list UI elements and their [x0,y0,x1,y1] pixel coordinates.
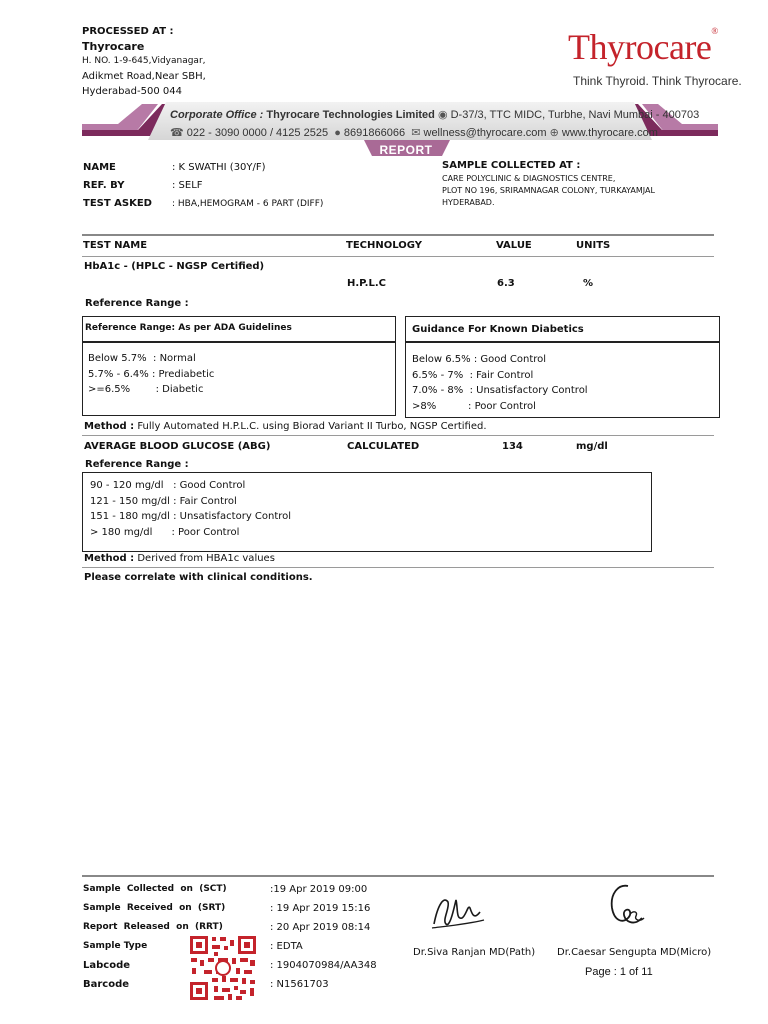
barcode-value: : N1561703 [270,979,329,990]
test-asked-label: TEST ASKED [83,198,152,209]
sample-type-label: Sample Type [83,941,148,951]
header-rule [82,256,714,257]
sample-collected-label: SAMPLE COLLECTED AT : [442,160,581,171]
patient-info [83,159,323,213]
thyrocare-logo [568,26,718,68]
correlate-note: Please correlate with clinical conditions. [84,572,313,583]
method-text: Fully Automated H.P.L.C. using Biorad Variant II Turbo, NGSP Certified. [137,421,487,432]
collection-address-line: PLOT NO 196, SRIRAMNAGAR COLONY, TURKAYAMJAL [442,186,655,195]
abg-range-line: > 180 mg/dl : Poor Control [90,526,240,538]
email-link[interactable]: wellness@thyrocare.com [423,127,547,139]
guidance-line: 7.0% - 8% : Unsatisfactory Control [412,385,588,396]
lab-name: Thyrocare [82,40,145,53]
hba1c-units: % [583,278,594,289]
registered-mark: ® [711,26,718,36]
website-link[interactable]: www.thyrocare.com [561,127,658,139]
ref-by-label: REF. BY [83,180,125,191]
col-header-value: VALUE [496,240,532,251]
banner-contact-text [170,106,699,142]
mobile-icon: ● [334,127,341,139]
ada-guidelines-title: Reference Range: As per ADA Guidelines [85,323,292,333]
guidance-line: 6.5% - 7% : Fair Control [412,369,534,381]
hba1c-method [84,421,487,432]
phone-icon: ☎ [170,127,184,139]
footer-rule [82,875,714,877]
ada-range-line: 5.7% - 6.4% : Prediabetic [88,368,215,380]
report-tab-label: REPORT [379,143,433,157]
method-label: Method : [84,553,135,564]
guidance-title-box [405,316,720,342]
company-name: Thyrocare Technologies Limited [266,109,435,121]
abg-reference-range-label: Reference Range : [85,459,189,470]
corporate-banner [82,102,718,156]
guidance-box [405,342,720,418]
guidance-line: >8% : Poor Control [412,400,536,412]
lab-address-line: Hyderabad-500 044 [82,86,182,97]
processed-at-label: PROCESSED AT : [82,26,174,37]
col-header-technology: TECHNOLOGY [346,240,422,251]
abg-reference-box [82,472,652,552]
phone-numbers: 022 - 3090 0000 / 4125 2525 [186,127,329,139]
abg-technology: CALCULATED [347,441,420,452]
abg-value: 134 [502,441,523,452]
email-icon: ✉ [411,127,421,139]
hba1c-technology: H.P.L.C [347,278,386,289]
table-top-rule [82,234,714,236]
col-header-units: UNITS [576,240,611,251]
ada-range-line: >=6.5% : Diabetic [88,384,204,395]
name-value: : K SWATHI (30Y/F) [172,162,266,173]
srt-value: : 19 Apr 2019 15:16 [270,903,371,914]
abg-range-line: 151 - 180 mg/dl : Unsatisfactory Control [90,511,292,522]
abg-range-line: 90 - 120 mg/dl : Good Control [90,480,246,491]
test-asked-value: : HBA,HEMOGRAM - 6 PART (DIFF) [172,199,324,209]
lab-address-line: H. NO. 1-9-645,Vidyanagar, [82,56,206,66]
section-rule [82,435,714,436]
qr-code [188,934,258,1002]
ref-by-value: : SELF [172,180,203,191]
mobile-number: 8691866066 [343,127,406,139]
lab-address-line: Adikmet Road,Near SBH, [82,71,206,82]
col-header-test-name: TEST NAME [83,240,148,251]
corporate-office-label: Corporate Office : [170,109,264,121]
method-label: Method : [84,421,135,432]
rrt-label: Report Released on (RRT) [83,922,223,932]
labcode-label: Labcode [83,960,131,971]
labcode-value: : 1904070984/AA348 [270,960,377,971]
location-pin-icon: ◉ [437,109,448,121]
corporate-address: D-37/3, TTC MIDC, Turbhe, Navi Mumbai - 400703 [450,109,700,121]
ada-guidelines-box [82,342,396,416]
sct-value: :19 Apr 2019 09:00 [270,884,368,895]
ada-guidelines-title-box [82,316,396,342]
name-label: NAME [83,162,116,173]
collection-address-line: HYDERABAD. [442,198,495,207]
signature-doctor2 [600,880,650,934]
signature-doctor1 [428,890,488,934]
hba1c-test-name: HbA1c - (HPLC - NGSP Certified) [84,261,265,272]
barcode-label: Barcode [83,979,130,990]
abg-range-line: 121 - 150 mg/dl : Fair Control [90,495,237,507]
page-number: Page : 1 of 11 [585,966,653,978]
sample-collected-block [442,160,655,209]
abg-test-name: AVERAGE BLOOD GLUCOSE (ABG) [84,441,271,452]
abg-method [84,553,275,564]
processing-lab-block [82,24,206,99]
section-rule [82,567,714,568]
srt-label: Sample Received on (SRT) [83,903,226,913]
doctor2-name: Dr.Caesar Sengupta MD(Micro) [557,947,712,958]
footer-values [270,880,377,994]
hba1c-reference-range-label: Reference Range : [85,298,189,309]
hba1c-value: 6.3 [497,278,515,289]
method-text: Derived from HBA1c values [137,553,275,564]
collection-address-line: CARE POLYCLINIC & DIAGNOSTICS CENTRE, [442,174,616,183]
abg-units: mg/dl [576,441,608,452]
logo-text: Thyrocare [568,27,712,67]
brand-tagline: Think Thyroid. Think Thyrocare. [573,74,742,88]
doctor1-name: Dr.Siva Ranjan MD(Path) [413,947,536,958]
rrt-value: : 20 Apr 2019 08:14 [270,922,371,933]
sct-label: Sample Collected on (SCT) [83,884,227,894]
ada-range-line: Below 5.7% : Normal [88,353,196,364]
guidance-title: Guidance For Known Diabetics [412,324,584,335]
globe-icon: ⊕ [549,127,559,139]
sample-type-value: : EDTA [270,941,303,952]
guidance-line: Below 6.5% : Good Control [412,354,547,365]
